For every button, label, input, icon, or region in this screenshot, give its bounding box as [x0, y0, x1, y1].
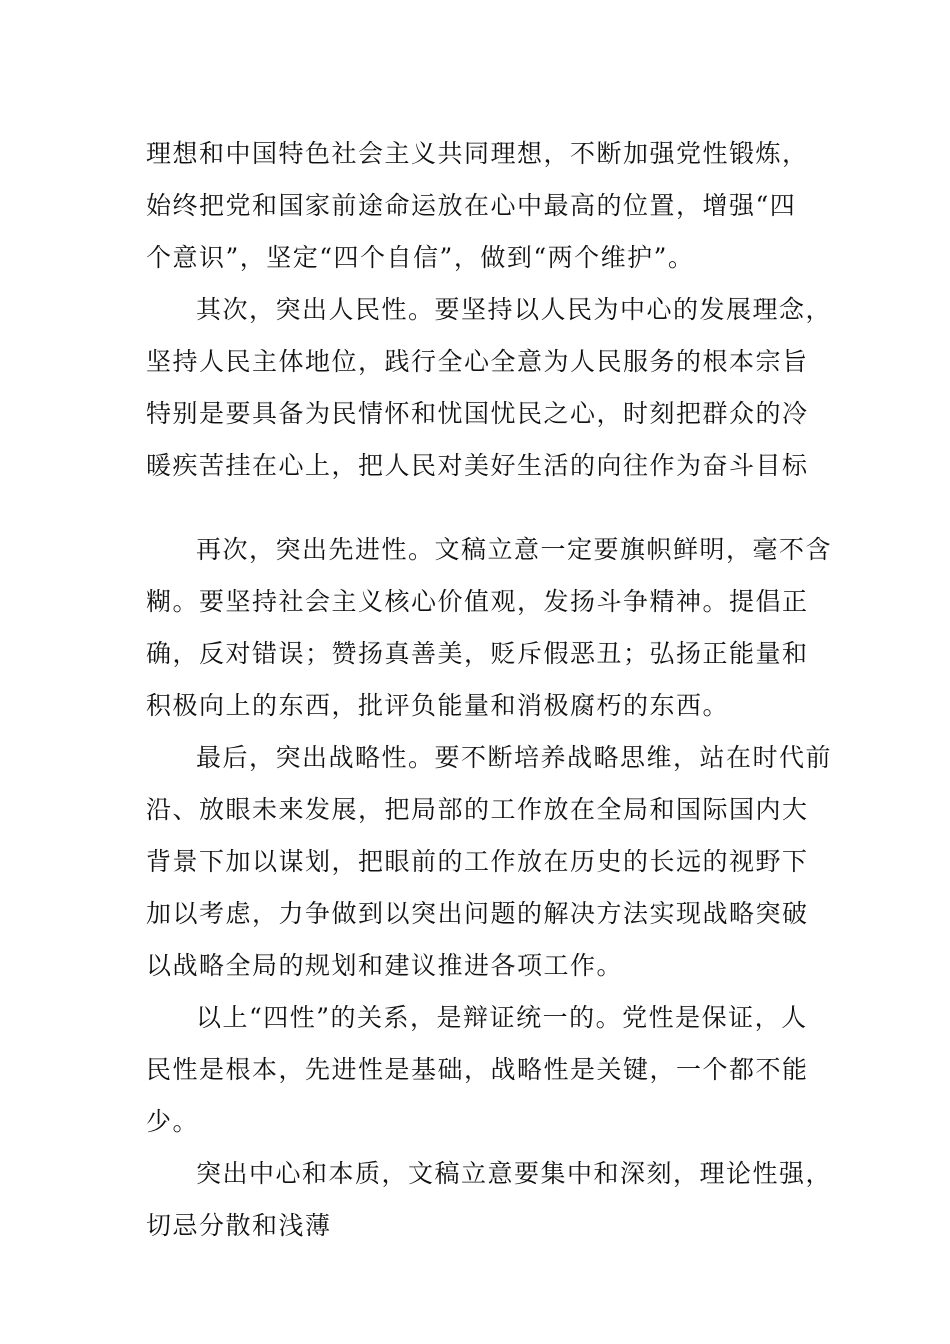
text-line: 确，反对错误；赞扬真善美，贬斥假恶丑；弘扬正能量和 [146, 639, 809, 668]
text-line: 少。 [146, 1107, 200, 1136]
text-line: 民性是根本，先进性是基础，战略性是关键，一个都不能 [146, 1055, 809, 1084]
text-block-bottom [146, 524, 833, 1252]
text-line: 沿、放眼未来发展，把局部的工作放在全局和国际国内大 [146, 795, 809, 824]
text-line: 始终把党和国家前途命运放在心中最高的位置，增强“四 [146, 191, 797, 220]
text-line: 特别是要具备为民情怀和忧国忧民之心，时刻把群众的冷 [146, 399, 809, 428]
text-line: 切忌分散和浅薄 [146, 1211, 332, 1240]
text-line: 理想和中国特色社会主义共同理想，不断加强党性锻炼， [146, 139, 809, 168]
text-line: 个意识”，坚定“四个自信”，做到“两个维护”。 [146, 243, 695, 272]
paragraph-start-line: 以上“四性”的关系，是辩证统一的。党性是保证，人 [196, 1003, 808, 1032]
paragraph-start-line: 再次，突出先进性。文稿立意一定要旗帜鲜明，毫不含 [196, 535, 833, 564]
text-line: 加以考虑，力争做到以突出问题的解决方法实现战略突破 [146, 899, 809, 928]
text-line: 背景下加以谋划，把眼前的工作放在历史的长远的视野下 [146, 847, 809, 876]
text-line: 以战略全局的规划和建议推进各项工作。 [146, 951, 624, 980]
text-line: 坚持人民主体地位，践行全心全意为人民服务的根本宗旨 [146, 347, 809, 376]
paragraph-start-line: 其次，突出人民性。要坚持以人民为中心的发展理念， [196, 295, 833, 324]
text-line: 糊。要坚持社会主义核心价值观，发扬斗争精神。提倡正 [146, 587, 809, 616]
text-line: 暖疾苦挂在心上，把人民对美好生活的向往作为奋斗目标 [146, 451, 809, 480]
paragraph-start-line: 突出中心和本质，文稿立意要集中和深刻，理论性强， [196, 1159, 833, 1188]
paragraph-start-line: 最后，突出战略性。要不断培养战略思维，站在时代前 [196, 743, 833, 772]
text-block-top [146, 128, 833, 492]
text-line: 积极向上的东西，批评负能量和消极腐朽的东西。 [146, 691, 730, 720]
